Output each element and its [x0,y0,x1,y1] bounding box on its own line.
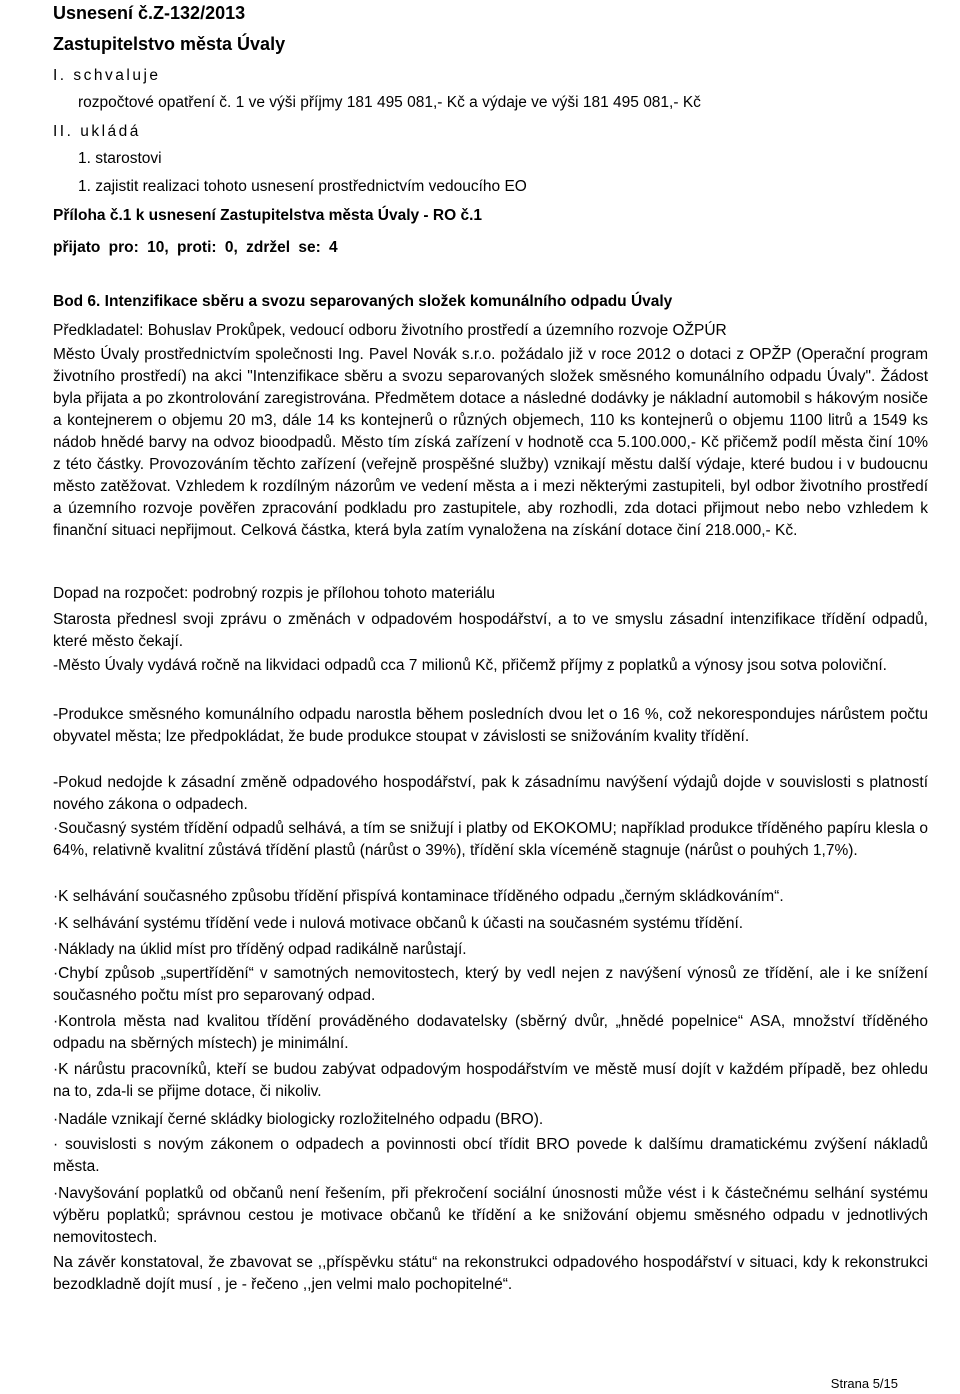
paragraph-new-law: -Pokud nedojde k zásadní změně odpadového hospodářství, pak k zásadnímu navýšení výdajů dojde v souvislosti s platností nového zákona o odpadech. [53,774,928,813]
section-orders-recipient: 1. starostovi [78,150,162,167]
resolution-number: Usnesení č.Z-132/2013 [53,3,246,23]
vote-result: přijato pro: 10, proti: 0, zdržel se: 4 [53,239,338,256]
paragraph-budget-impact: Dopad na rozpočet: podrobný rozpis je přílohou tohoto materiálu [53,585,496,602]
paragraph-bro-law: · souvislosti s novým zákonem o odpadech a povinnosti obcí třídit BRO povede k dalšímu dramatickému zvýšení nákladů města. [53,1136,928,1175]
paragraph-conclusion: Na závěr konstatoval, že zbavovat se ,,příspěvku státu“ na rekonstrukci odpadového hospodářství v situaci, kdy k rekonstrukci bezodkladně dojít musí , je - řečeno ,,jen velmi malo pochopitelné“. [53,1254,928,1293]
paragraph-contamination: ·K selhávání současného způsobu třídění přispívá kontaminace tříděného odpadu „černým skládkováním“. [53,888,784,905]
paragraph-mayor-report: Starosta přednesl svoji zprávu o změnách v odpadovém hospodářství, a to ve smyslu zásadní intenzifikace třídění odpadů, které město čekají. [53,611,928,650]
section-orders-task: 1. zajistit realizaci tohoto usnesení prostřednictvím vedoucího EO [78,178,527,195]
paragraph-subsidy: Město Úvaly prostřednictvím společnosti Ing. Pavel Novák s.r.o. požádalo již v roce 2012 o dotaci z OPŽP (Operační program životního prostředí) na akci "Intenzifikace sběru a svozu separovaných složek směsného komunálního odpadu Úvaly". Žádost byla přijata a po zkontrolování zaregistrována. Předmětem dotace a následné dodávky je nákladní automobil s hákovým nosiče a kontejnerem o objemu 20 m3, dále 14 ks kontejnerů o různých objemech, 110 ks kontejnerů o objemu 1100 litrů a 1549 ks nádob hnědé barvy na odvoz bioodpadů. Město tím získá zařízení v hodnotě cca 5.100.000,- Kč přičemž podíl města činí 10% z této částky. Provozováním těchto zařízení (veřejně prospěšné služby) vznikají městu další výdaje, které budou i v budoucnu město zatěžovat. Vzhledem k rozdílným názorům ve vedení města a i mezi některými zastupiteli, byl odbor životního prostředí a územního rozvoje pověřen zpracování podkladu pro zastupitele, aby rozhodli, zda dotaci přijmout nebo nebo vzhledem k finanční situaci nepřijmout. Celková částka, která byla zatím vynaložena na získání dotace činí 218.000,- Kč. [53,346,928,539]
attachment-note: Příloha č.1 k usnesení Zastupitelstva města Úvaly - RO č.1 [53,207,483,224]
presenter: Předkladatel: Bohuslav Prokůpek, vedoucí odboru životního prostředí a územního rozvoje OŽPÚR [53,322,727,339]
agenda-item-title: Bod 6. Intenzifikace sběru a svozu separovaných složek komunálního odpadu Úvaly [53,293,673,310]
paragraph-fees: ·Navyšování poplatků od občanů není řešením, při překročení sociální únosnosti může vést i k částečnému selhání systému výběru poplatků; správnou cestou je motivace občanů ke třídění a ke snižování objemu směsného odpadu v jednotlivých nemovitostech. [53,1185,928,1246]
paragraph-supersorting: ·Chybí způsob „supertřídění“ v samotných nemovitostech, který by vedl nejen z navýšení výnosů ze třídění, ale i ke snížení současného počtu míst pro separovaný odpad. [53,965,928,1004]
section-orders-label: II. ukládá [53,123,141,140]
paragraph-sorting-failure: ·Současný systém třídění odpadů selhává, a tím se snižují i platby od EKOKOMU; například produkce tříděného papíru klesla o 64%, relativně kvalitní zůstává třídění plastů (nárůst o 39%), třídění skla víceméně stagnuje (nárůst o pouhých 1,7%). [53,820,928,859]
paragraph-illegal-dumps: ·Nadále vznikají černé skládky biologicky rozložitelného odpadu (BRO). [53,1111,544,1128]
council-name: Zastupitelstvo města Úvaly [53,34,286,54]
section-approves-text: rozpočtové opatření č. 1 ve výši příjmy 181 495 081,- Kč a výdaje ve výši 181 495 081,- Kč [78,94,701,111]
paragraph-motivation: ·K selhávání systému třídění vede i nulová motivace občanů k účasti na současném systému třídění. [53,915,744,932]
paragraph-waste-growth: -Produkce směsného komunálního odpadu narostla během posledních dvou let o 16 %, což nekorespondujes nárůstem počtu obyvatel města; lze předpokládat, že bude produkce stoupat v závislosti se snižováním kvality třídění. [53,706,928,745]
paragraph-staffing: ·K nárůstu pracovníků, kteří se budou zabývat odpadovým hospodářstvím ve městě musí dojít v každém případě, bez ohledu na to, zda-li se přijme dotace, či nikoliv. [53,1061,928,1100]
section-approves-label: I. schvaluje [53,67,161,84]
paragraph-costs: -Město Úvaly vydává ročně na likvidaci odpadů cca 7 milionů Kč, přičemž příjmy z poplatků a výnosy jsou sotva poloviční. [53,657,887,674]
paragraph-cleanup-costs: ·Náklady na úklid míst pro tříděný odpad radikálně narůstají. [53,941,467,958]
page-number: Strana 5/15 [830,1376,898,1391]
paragraph-control: ·Kontrola města nad kvalitou třídění prováděného dodavatelsky (sběrný dvůr, „hnědé popelnice“ ASA, množství tříděného odpadu na sběrných místech) je minimální. [53,1013,928,1052]
